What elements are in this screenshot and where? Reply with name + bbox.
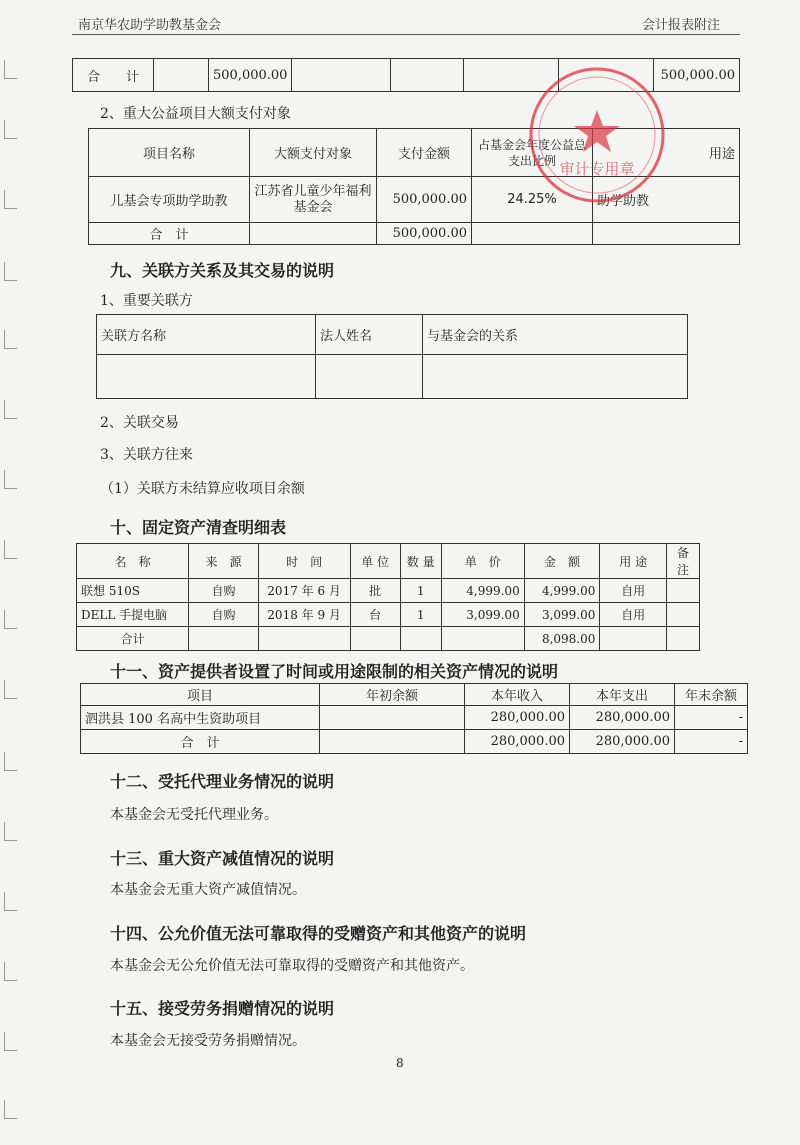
col-header: 本年支出 [570,684,675,706]
col-header: 单 位 [350,544,400,579]
cell: 4,999.00 [524,579,600,603]
sec12-title: 十二、受托代理业务情况的说明 [110,772,335,791]
top-total-amount2: 500,000.00 [654,59,740,92]
binder-margin [0,0,40,1145]
total-amount: 8,098.00 [524,627,600,651]
col-header: 来 源 [189,544,258,579]
cell [320,706,465,730]
binder-mark [4,752,17,771]
binder-mark [4,892,17,911]
seal-stamp [524,62,670,208]
binder-mark [4,962,17,981]
binder-mark [4,120,17,139]
binder-mark [4,60,17,79]
sec9-s3: 3、关联方往来 [100,447,193,463]
sec11-title: 十一、资产提供者设置了时间或用途限制的相关资产情况的说明 [110,662,559,681]
col-header: 单 价 [441,544,524,579]
cell: 江苏省儿童少年福利基金会 [250,177,377,223]
total-label: 合计 [77,627,189,651]
col-header: 大额支付对象 [250,129,377,177]
cell: 4,999.00 [441,579,524,603]
col-header: 法人姓名 [316,315,423,355]
cell [666,579,699,603]
sec14-text: 本基金会无公允价值无法可靠取得的受赠资产和其他资产。 [110,958,474,974]
sec9-s1: 1、重要关联方 [100,293,193,309]
col-header: 年初余额 [320,684,465,706]
col-header: 用途 [593,129,740,177]
cell: 批 [350,579,400,603]
cell: DELL 手提电脑 [77,603,189,627]
cell: 3,099.00 [524,603,600,627]
binder-mark [4,610,17,629]
cell: 联想 510S [77,579,189,603]
binder-mark [4,680,17,699]
sec12-text: 本基金会无受托代理业务。 [110,807,278,823]
binder-mark [4,262,17,281]
related-party-table [96,314,688,399]
total-label: 合 计 [89,223,250,245]
cell: 助学助教 [593,177,740,223]
sec15-text: 本基金会无接受劳务捐赠情况。 [110,1033,306,1049]
cell: 台 [350,603,400,627]
cell: 280,000.00 [465,706,570,730]
total-cell [320,730,465,754]
header-org: 南京华农助学助教基金会 [78,18,222,33]
sec15-title: 十五、接受劳务捐赠情况的说明 [110,999,335,1018]
cell: 280,000.00 [570,706,675,730]
col-header: 年末余额 [675,684,748,706]
col-header: 数 量 [400,544,441,579]
cell: 24.25% [472,177,593,223]
cell: 儿基会专项助学助教 [89,177,250,223]
sec10-title: 十、固定资产清查明细表 [110,518,287,537]
sec13-text: 本基金会无重大资产减值情况。 [110,882,306,898]
cell: 1 [400,603,441,627]
binder-mark [4,1100,17,1119]
binder-mark [4,822,17,841]
binder-mark [4,540,17,559]
binder-mark [4,400,17,419]
page-number: 8 [396,1056,404,1070]
sec13-title: 十三、重大资产减值情况的说明 [110,849,335,868]
header-rule [72,34,740,35]
cell: 泗洪县 100 名高中生资助项目 [81,706,320,730]
sec9-s2: 2、关联交易 [100,415,179,431]
cell: 自用 [600,603,667,627]
total-label: 合 计 [81,730,320,754]
svg-text:审计专用章: 审计专用章 [559,160,635,178]
col-header: 项目名称 [89,129,250,177]
cell: 自购 [189,603,258,627]
col-header: 支付金额 [377,129,472,177]
header-doc-title: 会计报表附注 [642,18,721,33]
binder-mark [4,470,17,489]
sec8-2-title: 2、重大公益项目大额支付对象 [100,106,291,122]
col-header: 与基金会的关系 [423,315,688,355]
col-header: 金 额 [524,544,600,579]
binder-mark [4,190,17,209]
total-cell: 280,000.00 [570,730,675,754]
binder-mark [4,1032,17,1051]
col-header: 名 称 [77,544,189,579]
top-total-label: 合 计 [73,59,154,92]
cell [666,603,699,627]
fixed-asset-table [76,543,700,651]
total-cell: 280,000.00 [465,730,570,754]
cell: 1 [400,579,441,603]
sec9-title: 九、关联方关系及其交易的说明 [110,261,335,280]
top-total-amount1: 500,000.00 [209,59,292,92]
col-header: 时 间 [258,544,350,579]
col-header: 关联方名称 [97,315,316,355]
col-header: 本年收入 [465,684,570,706]
total-cell: - [675,730,748,754]
restricted-asset-table [80,683,748,754]
col-header: 用 途 [600,544,667,579]
col-header: 占基金会年度公益总支出比例 [472,129,593,177]
sec9-s3-1: （1）关联方未结算应收项目余额 [100,481,305,497]
cell: 3,099.00 [441,603,524,627]
cell: 2017 年 6 月 [258,579,350,603]
col-header: 项目 [81,684,320,706]
cell: 2018 年 9 月 [258,603,350,627]
cell: 500,000.00 [377,177,472,223]
cell: - [675,706,748,730]
total-amount: 500,000.00 [377,223,472,245]
cell: 自购 [189,579,258,603]
col-header: 备 注 [666,544,699,579]
cell: 自用 [600,579,667,603]
sec14-title: 十四、公允价值无法可靠取得的受赠资产和其他资产的说明 [110,924,527,943]
binder-mark [4,330,17,349]
